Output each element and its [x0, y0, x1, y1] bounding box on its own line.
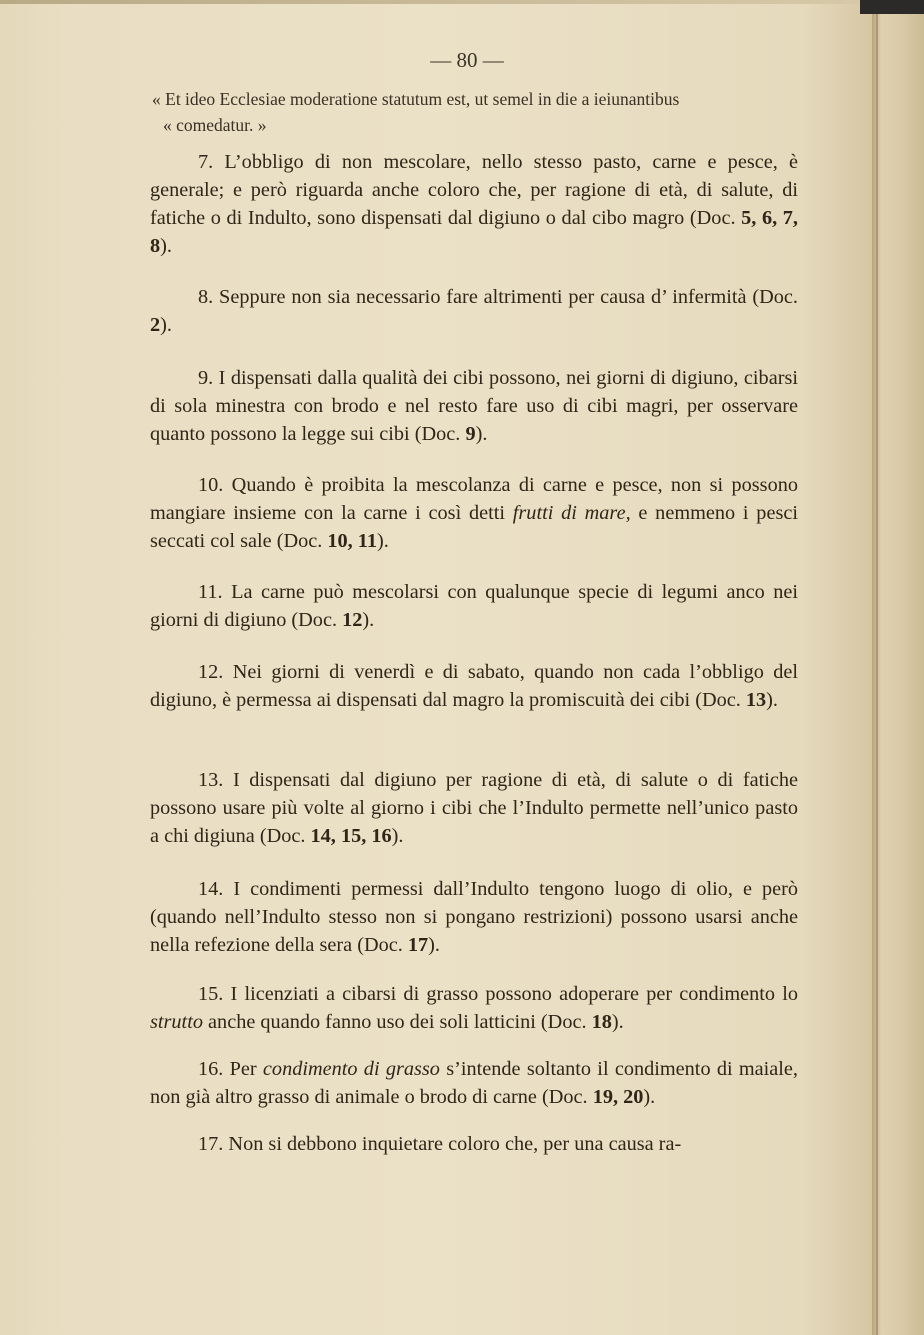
paragraph-13: 13. I dispensati dal digiuno per ragione di età, di salute o di fatiche possono usare più volte al giorno i cibi che l’Indulto permette nell’unico pasto a chi digiuna (Doc. 14, 15, 16).: [150, 769, 798, 847]
paragraph-17: 17. Non si debbono inquietare coloro che, per una causa ra-: [198, 1133, 682, 1155]
paragraph-8: 8. Seppure non sia necessario fare altrimenti per causa d’ infermità (Doc. 2).: [150, 286, 798, 336]
paragraph-7: 7. L’obbligo di non mescolare, nello stesso pasto, carne e pesce, è generale; e però riguarda anche coloro che, per ragione di età, di salute, di fatiche o di Indulto, sono dispensati dal digiuno o dal cibo magro (Doc. 5, 6, 7, 8).: [150, 151, 798, 257]
paragraph-14: 14. I condimenti permessi dall’Indulto tengono luogo di olio, e però (quando nell’Indulto stesso non si pongano restrizioni) possono usarsi anche nella refezione della sera (Doc. 17).: [150, 878, 798, 956]
top-edge: [0, 0, 860, 4]
paragraph-9: 9. I dispensati dalla qualità dei cibi possono, nei giorni di digiuno, cibarsi di sola minestra con brodo e nel resto fare uso di cibi magri, per osservare quanto possono la legge sui cibi (Doc. 9).: [150, 367, 798, 445]
paragraph-11: 11. La carne può mescolarsi con qualunque specie di legumi anco nei giorni di digiuno (Doc. 12).: [150, 581, 798, 631]
paragraph-16: 16. Per condimento di grasso s’intende soltanto il condimento di maiale, non già altro grasso di animale o brodo di carne (Doc. 19, 20).: [150, 1058, 799, 1108]
gutter-line: [876, 0, 878, 1335]
quote-line-1: « Et ideo Ecclesiae moderatione statutum est, ut semel in die a ieiunantibus: [152, 89, 680, 109]
quote-line-2: « comedatur. »: [163, 115, 267, 135]
paragraph-15: 15. I licenziati a cibarsi di grasso possono adoperare per condimento lo strutto anche quando fanno uso dei soli latticini (Doc. 18).: [150, 983, 798, 1033]
paragraph-10: 10. Quando è proibita la mescolanza di carne e pesce, non si possono mangiare insieme con la carne i così detti frutti di mare, e nemmeno i pesci seccati col sale (Doc. 10, 11).: [150, 474, 798, 552]
page-number: — 80 —: [430, 48, 504, 72]
book-edge: [872, 0, 924, 1335]
corner-shadow: [860, 0, 924, 14]
paragraph-12: 12. Nei giorni di venerdì e di sabato, quando non cada l’obbligo del digiuno, è permessa ai dispensati dal magro la promiscuità dei cibi (Doc. 13).: [150, 661, 798, 711]
